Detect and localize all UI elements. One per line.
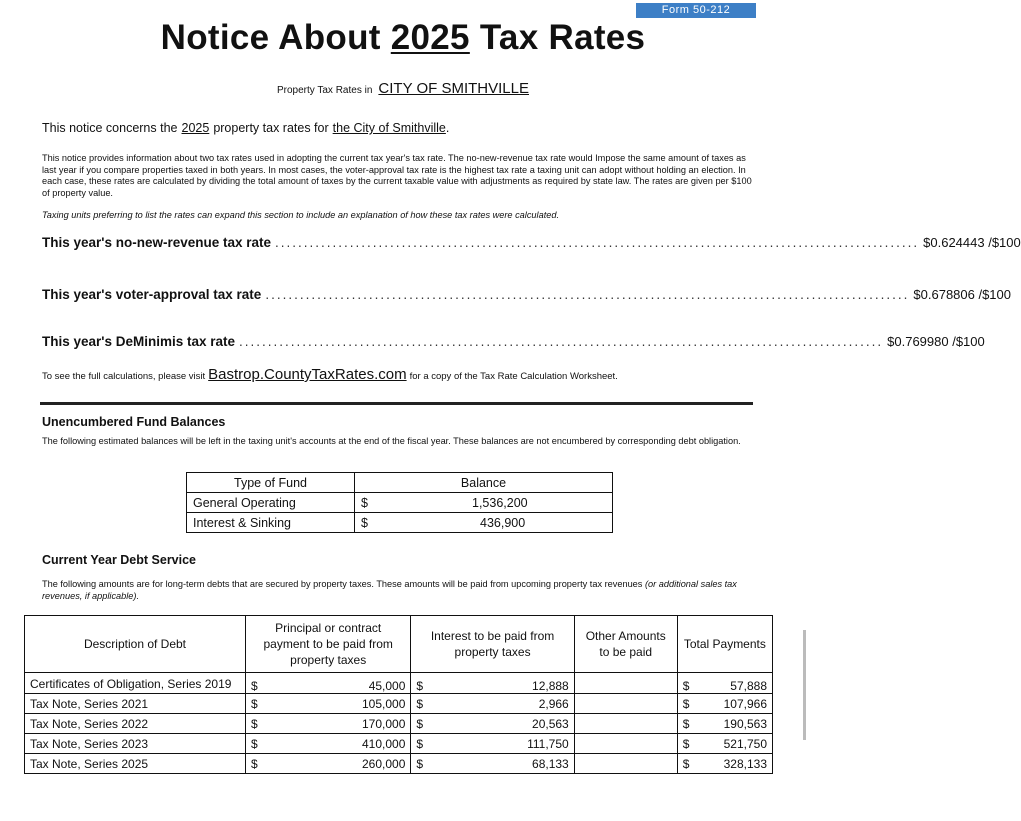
italic-note: Taxing units preferring to list the rates can expand this section to include an explanation of how these tax rates were calculated. — [42, 210, 560, 220]
concerns-prefix: This notice concerns the — [42, 121, 178, 135]
concerns-entity: the City of Smithville — [332, 121, 446, 135]
currency-sign: $ — [411, 673, 436, 694]
rate-label: This year's no-new-revenue tax rate — [42, 235, 272, 250]
currency-sign: $ — [411, 694, 436, 714]
rate-row-deminimis — [42, 334, 985, 349]
principal-amount: 260,000 — [270, 754, 411, 774]
header-principal: Principal or contract payment to be paid from property taxes — [246, 616, 411, 673]
other-amount — [574, 754, 677, 774]
currency-sign: $ — [677, 734, 702, 754]
header-type-of-fund: Type of Fund — [187, 473, 355, 493]
interest-amount: 2,966 — [435, 694, 574, 714]
section-divider — [40, 402, 753, 405]
other-amount — [574, 734, 677, 754]
total-amount: 328,133 — [702, 754, 773, 774]
table-row — [187, 493, 613, 513]
header-description: Description of Debt — [25, 616, 246, 673]
title-year: 2025 — [390, 18, 470, 57]
concerns-year: 2025 — [181, 121, 210, 135]
interest-amount: 12,888 — [435, 673, 574, 694]
currency-sign: $ — [677, 694, 702, 714]
currency-sign: $ — [677, 673, 702, 694]
see-calc-suffix: for a copy of the Tax Rate Calculation Worksheet. — [409, 371, 618, 382]
table-row — [25, 714, 773, 734]
currency-sign: $ — [677, 754, 702, 774]
debt-description: Tax Note, Series 2021 — [25, 694, 246, 714]
fund-type: General Operating — [187, 493, 355, 513]
fund-balances-description: The following estimated balances will be left in the taxing unit's accounts at the end of the fiscal year. These balances are not encumbered by corresponding debt obligation. — [42, 436, 741, 446]
debt-service-heading: Current Year Debt Service — [42, 553, 197, 567]
currency-sign: $ — [411, 714, 436, 734]
rate-value: $0.769980 /$100 — [887, 334, 985, 349]
rate-row-voter-approval — [42, 287, 1012, 302]
fund-type: Interest & Sinking — [187, 513, 355, 533]
total-amount: 521,750 — [702, 734, 773, 754]
title-suffix: Tax Rates — [469, 18, 646, 57]
dot-leader: ................................................................................................................ — [239, 334, 884, 349]
dot-leader: ................................................................................................................ — [265, 287, 910, 302]
city-name: CITY OF SMITHVILLE — [378, 80, 529, 97]
notice-concerns-line — [42, 121, 449, 135]
concerns-end: . — [445, 121, 450, 135]
header-balance: Balance — [355, 473, 613, 493]
table-header-row — [25, 616, 773, 673]
principal-amount: 45,000 — [270, 673, 411, 694]
header-interest: Interest to be paid from property taxes — [411, 616, 574, 673]
tax-rates-website-link[interactable]: Bastrop.CountyTaxRates.com — [208, 366, 407, 383]
fund-balance: 436,900 — [442, 513, 613, 533]
concerns-middle: property tax rates for — [213, 121, 329, 135]
currency-sign: $ — [411, 734, 436, 754]
header-total: Total Payments — [677, 616, 772, 673]
table-row — [25, 673, 773, 694]
rate-value: $0.624443 /$100 — [923, 235, 1021, 250]
principal-amount: 105,000 — [270, 694, 411, 714]
currency-sign: $ — [246, 694, 271, 714]
table-row — [187, 513, 613, 533]
table-row — [25, 734, 773, 754]
page-title — [0, 18, 806, 58]
title-prefix: Notice About — [160, 18, 391, 57]
currency-sign: $ — [411, 754, 436, 774]
currency-sign: $ — [355, 493, 443, 513]
debt-desc-italic: (or additional sales tax revenues, if applicable). — [42, 579, 737, 601]
currency-sign: $ — [246, 673, 271, 694]
other-amount — [574, 714, 677, 734]
rate-label: This year's DeMinimis tax rate — [42, 334, 236, 349]
header-other: Other Amounts to be paid — [574, 616, 677, 673]
table-row — [25, 694, 773, 714]
form-number-badge: Form 50-212 — [636, 3, 756, 18]
principal-amount: 410,000 — [270, 734, 411, 754]
currency-sign: $ — [246, 734, 271, 754]
interest-amount: 68,133 — [435, 754, 574, 774]
debt-service-table — [24, 615, 773, 774]
page-edge-shadow — [803, 630, 806, 740]
subtitle-label: Property Tax Rates in — [276, 85, 373, 96]
debt-description: Tax Note, Series 2022 — [25, 714, 246, 734]
table-header-row — [187, 473, 613, 493]
subtitle — [0, 80, 806, 97]
dot-leader: ................................................................................................................ — [275, 235, 920, 250]
other-amount — [574, 673, 677, 694]
currency-sign: $ — [246, 714, 271, 734]
fund-balances-heading: Unencumbered Fund Balances — [42, 415, 226, 429]
debt-description: Tax Note, Series 2025 — [25, 754, 246, 774]
rate-value: $0.678806 /$100 — [913, 287, 1012, 302]
see-calc-prefix: To see the full calculations, please visit — [42, 371, 206, 382]
debt-service-description — [42, 579, 757, 602]
currency-sign: $ — [677, 714, 702, 734]
table-row — [25, 754, 773, 774]
interest-amount: 20,563 — [435, 714, 574, 734]
see-calculations-line — [42, 366, 618, 383]
debt-description: Tax Note, Series 2023 — [25, 734, 246, 754]
rate-row-no-new-revenue — [42, 235, 1021, 250]
principal-amount: 170,000 — [270, 714, 411, 734]
currency-sign: $ — [246, 754, 271, 774]
total-amount: 190,563 — [702, 714, 773, 734]
total-amount: 107,966 — [702, 694, 773, 714]
intro-paragraph: This notice provides information about two tax rates used in adopting the current tax year's tax rate. The no-new-revenue tax rate would Impose the same amount of taxes as last year if you compare properties taxed in both years. In most cases, the voter-approval tax rate is the highest tax rate a taxing unit can adopt without holding an election. In each case, these rates are calculated by dividing the total amount of taxes by the current taxable value with adjustments as required by state law. The rates are given per $100 of property value. — [42, 153, 752, 198]
interest-amount: 111,750 — [435, 734, 574, 754]
fund-balances-table — [186, 472, 613, 533]
currency-sign: $ — [355, 513, 443, 533]
fund-balance: 1,536,200 — [442, 493, 613, 513]
debt-desc-text: The following amounts are for long-term debts that are secured by property taxes. These amounts will be paid from upcoming property tax revenues — [42, 579, 645, 589]
total-amount: 57,888 — [702, 673, 773, 694]
rate-label: This year's voter-approval tax rate — [42, 287, 262, 302]
debt-description: Certificates of Obligation, Series 2019 — [25, 673, 246, 694]
other-amount — [574, 694, 677, 714]
